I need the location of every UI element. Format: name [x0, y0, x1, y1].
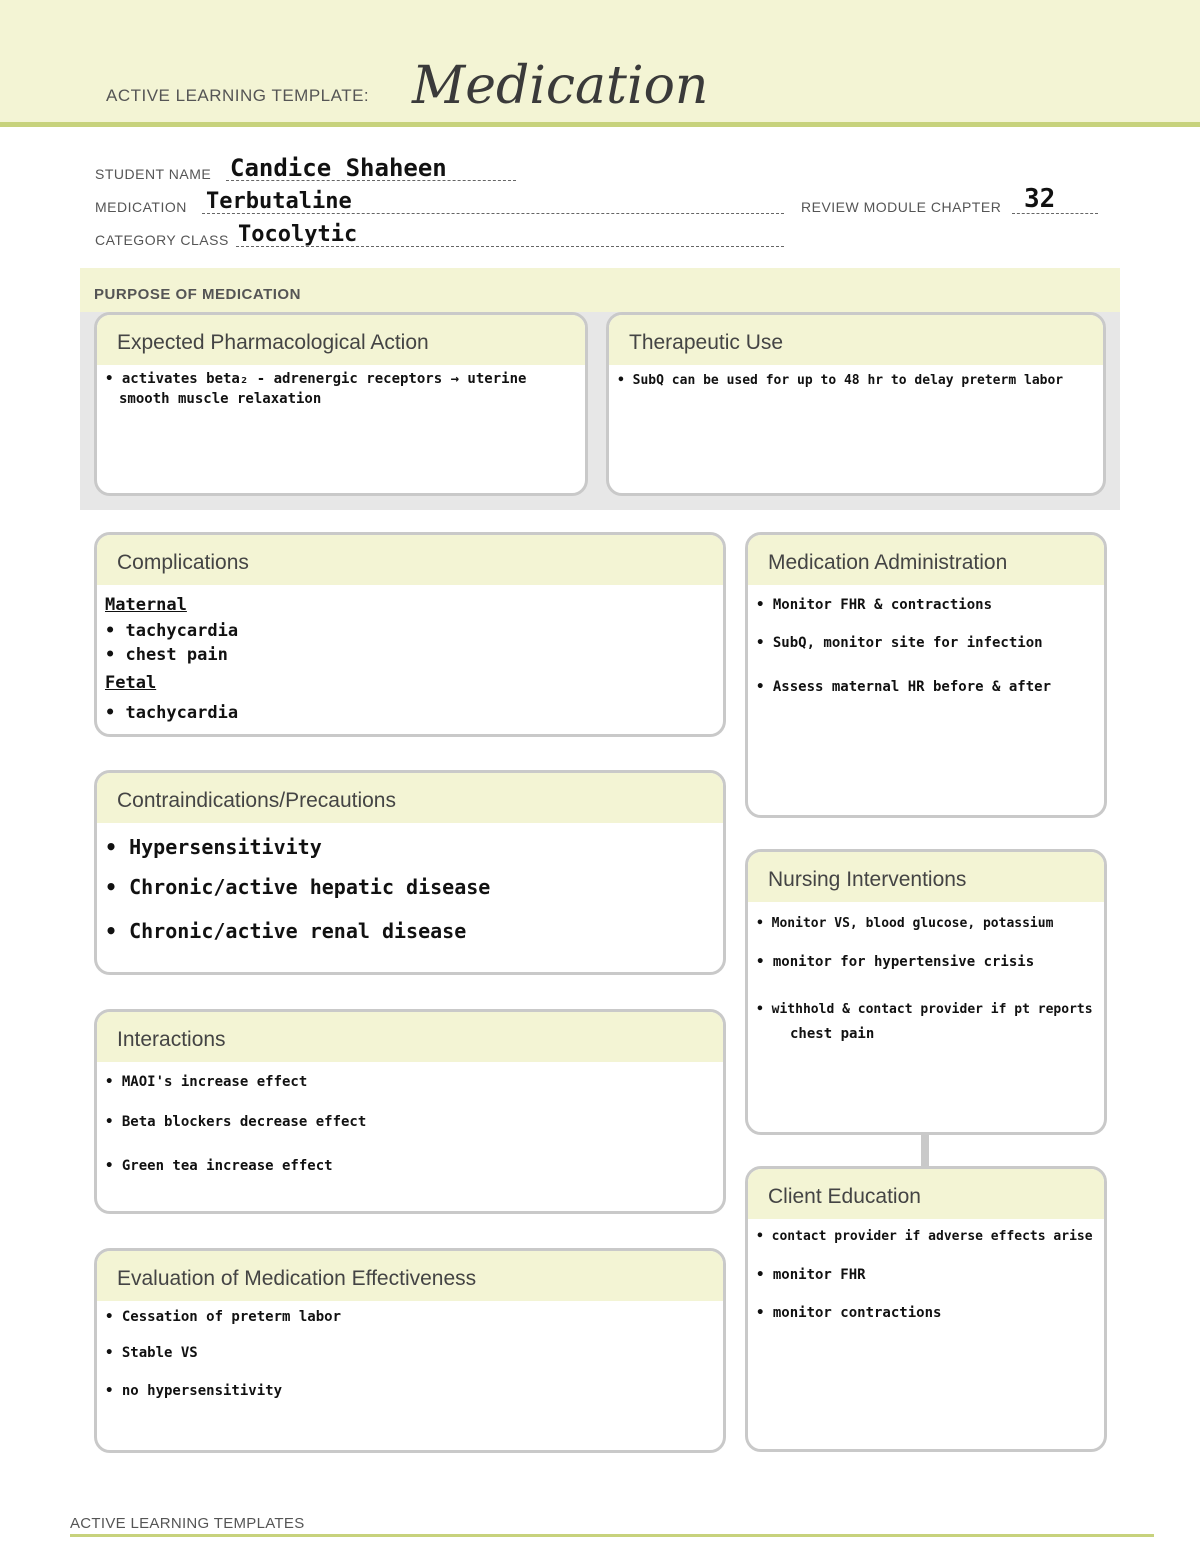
- education-item: • monitor contractions: [756, 1305, 942, 1321]
- expected-action-box[interactable]: [94, 312, 588, 496]
- student-name-label: STUDENT NAME: [95, 166, 212, 182]
- interaction-item: • Green tea increase effect: [105, 1158, 333, 1174]
- page-title: Medication: [412, 56, 709, 116]
- interactions-box[interactable]: [94, 1009, 726, 1214]
- maternal-item: • tachycardia: [105, 621, 239, 641]
- expected-action-line: • activates beta₂ - adrenergic receptors → uterine: [105, 371, 527, 387]
- evaluation-item: • Stable VS: [105, 1345, 198, 1361]
- chapter-value[interactable]: 32: [1024, 184, 1056, 214]
- contraindications-box[interactable]: [94, 770, 726, 975]
- maternal-item: • chest pain: [105, 645, 228, 665]
- contraindications-title: Contraindications/Precautions: [117, 789, 396, 812]
- evaluation-title: Evaluation of Medication Effectiveness: [117, 1267, 477, 1290]
- interaction-item: • Beta blockers decrease effect: [105, 1114, 367, 1130]
- medication-label: MEDICATION: [95, 199, 187, 215]
- intervention-item: • withhold & contact provider if pt reports: [756, 1002, 1093, 1017]
- template-label: ACTIVE LEARNING TEMPLATE:: [106, 86, 370, 105]
- chapter-label: REVIEW MODULE CHAPTER: [801, 199, 1002, 215]
- intervention-item: • monitor for hypertensive crisis: [756, 954, 1035, 970]
- interaction-item: • MAOI's increase effect: [105, 1074, 308, 1090]
- contraindication-item: • Hypersensitivity: [105, 835, 322, 859]
- client-education-title: Client Education: [768, 1185, 921, 1208]
- administration-item: • Monitor FHR & contractions: [756, 597, 993, 613]
- maternal-heading: Maternal: [105, 595, 187, 615]
- evaluation-item: • Cessation of preterm labor: [105, 1309, 342, 1325]
- medication-administration-box[interactable]: [745, 532, 1107, 818]
- intervention-item: chest pain: [790, 1026, 875, 1042]
- administration-item: • SubQ, monitor site for infection: [756, 635, 1043, 651]
- complications-title: Complications: [117, 551, 249, 574]
- box-connector: [921, 1135, 929, 1167]
- expected-action-line: smooth muscle relaxation: [119, 391, 322, 407]
- medication-administration-title: Medication Administration: [768, 551, 1008, 574]
- evaluation-box[interactable]: [94, 1248, 726, 1453]
- footer-text: ACTIVE LEARNING TEMPLATES: [70, 1515, 305, 1532]
- therapeutic-use-line: • SubQ can be used for up to 48 hr to delay preterm labor: [617, 373, 1064, 388]
- evaluation-item: • no hypersensitivity: [105, 1383, 283, 1399]
- therapeutic-use-title: Therapeutic Use: [629, 331, 784, 354]
- administration-item: • Assess maternal HR before & after: [756, 679, 1052, 695]
- fetal-item: • tachycardia: [105, 703, 239, 723]
- client-education-box[interactable]: [745, 1166, 1107, 1452]
- nursing-interventions-title: Nursing Interventions: [768, 868, 967, 891]
- education-item: • contact provider if adverse effects arise: [756, 1229, 1093, 1244]
- purpose-label: PURPOSE OF MEDICATION: [94, 286, 301, 303]
- student-name-value[interactable]: Candice Shaheen: [230, 154, 447, 182]
- nursing-interventions-box[interactable]: [745, 849, 1107, 1135]
- header-divider: [0, 122, 1200, 127]
- fetal-heading: Fetal: [105, 673, 157, 693]
- contraindication-item: • Chronic/active renal disease: [105, 919, 467, 943]
- expected-action-title: Expected Pharmacological Action: [117, 331, 429, 354]
- interactions-title: Interactions: [117, 1028, 226, 1051]
- intervention-item: • Monitor VS, blood glucose, potassium: [756, 916, 1054, 931]
- education-item: • monitor FHR: [756, 1267, 866, 1283]
- category-value[interactable]: Tocolytic: [238, 222, 358, 247]
- contraindication-item: • Chronic/active hepatic disease: [105, 875, 491, 899]
- complications-box[interactable]: [94, 532, 726, 737]
- category-label: CATEGORY CLASS: [95, 232, 229, 248]
- medication-value[interactable]: Terbutaline: [206, 189, 352, 214]
- therapeutic-use-box[interactable]: [606, 312, 1106, 496]
- footer-divider: [70, 1534, 1154, 1537]
